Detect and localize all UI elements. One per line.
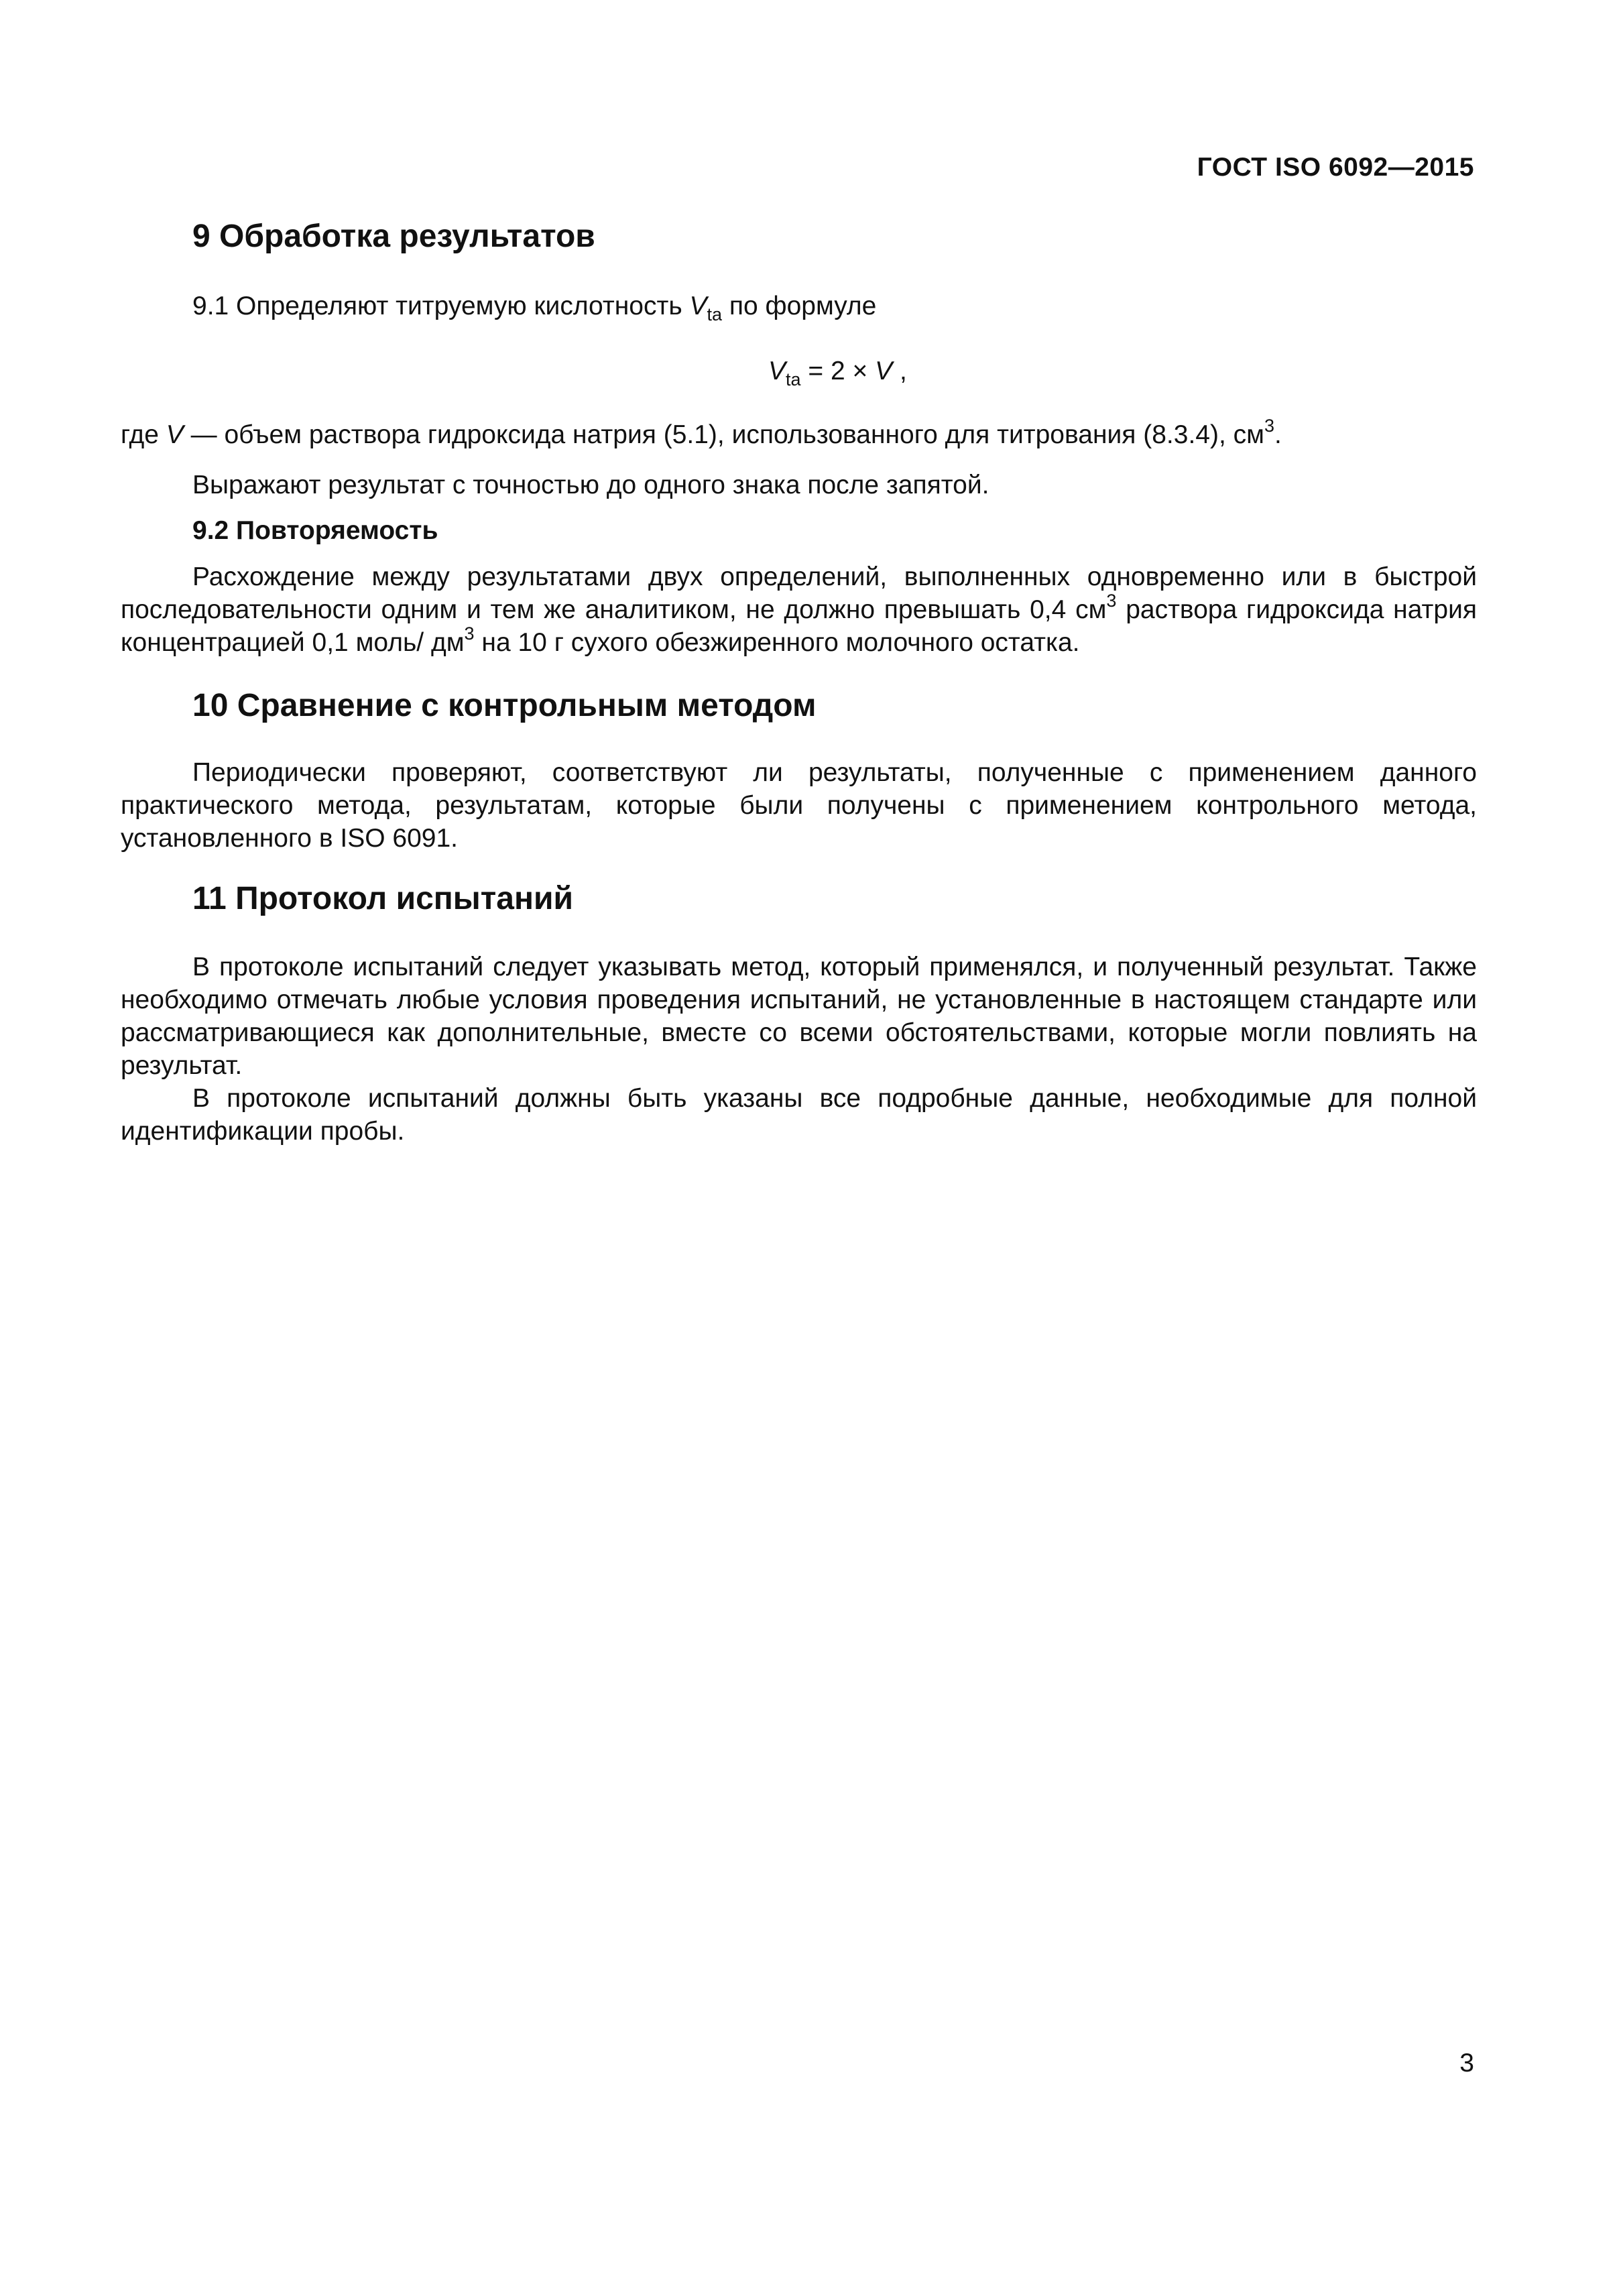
section-11-paragraph-2: В протоколе испытаний должны быть указаны все подробные данные, необходимые для полной идентификации пробы. [121, 1084, 1477, 1146]
section-10-paragraph: Периодически проверяют, соответствуют ли результаты, полученные с применением данного практического метода, результатам, которые были получены с применением контрольного метода, установленного в ISO 6091. [121, 758, 1477, 853]
section-9-heading: 9 Обработка результатов [192, 219, 595, 254]
clause-9-1: 9.1 Определяют титруемую кислотность $V_{ta}$ по формуле [192, 292, 877, 324]
repeatability-paragraph: Расхождение между результатами двух определений, выполненных одновременно или в быстрой последовательности одним и тем же аналитиком, не должно превышать 0,4 $см^3$ раствора гидроксида натрия концентрацией 0,1 моль/ $дм^3$ на 10 г сухого обезжиренного молочного остатка. [121, 562, 1477, 657]
section-11-paragraph-1: В протоколе испытаний следует указывать метод, который применялся, и полученный результат. Также необходимо отмечать любые условия проведения испытаний, не установленные в настоящем стандарте или рассматривающиеся как дополнительные, вместе со всеми обстоятельствами, которые могли повлиять на результат. [121, 953, 1477, 1080]
subsection-9-2-heading: 9.2 Повторяемость [192, 516, 438, 545]
formula: $V_{ta} = 2 \times V$ , [768, 357, 907, 389]
document-header: ГОСТ ISO 6092—2015 [1197, 153, 1474, 182]
page-number: 3 [1459, 2049, 1474, 2077]
section-10-heading: 10 Сравнение с контрольным методом [192, 688, 817, 723]
formula-explanation: где V — объем раствора гидроксида натрия (5.1), использованного для титрования (8.3.4), $см^3$. [121, 416, 1282, 449]
section-11-heading: 11 Протокол испытаний [192, 881, 573, 916]
rounding-note: Выражают результат с точностью до одного знака после запятой. [192, 471, 989, 499]
